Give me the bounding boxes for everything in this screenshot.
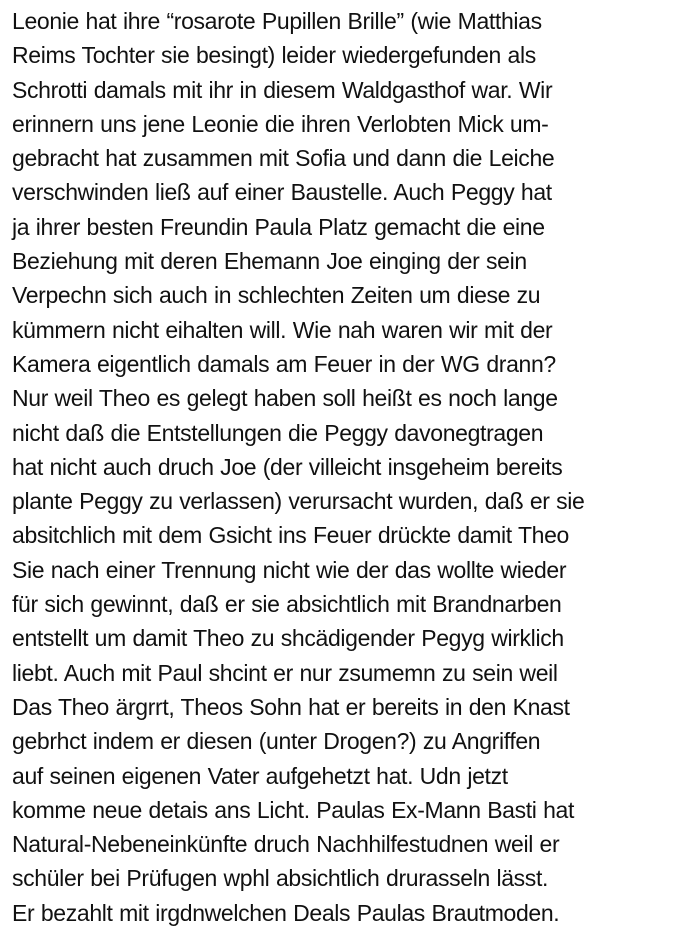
document-text <box>12 4 680 930</box>
text-line: auf seinen eigenen Vater aufgehetzt hat. Udn jetzt <box>12 762 508 789</box>
text-line: nicht daß die Entstellungen die Peggy davonegtragen <box>12 419 544 446</box>
text-line: Schrotti damals mit ihr in diesem Waldgasthof war. Wir <box>12 76 553 103</box>
text-line: Verpechn sich auch in schlechten Zeiten um diese zu <box>12 282 541 309</box>
text-line: gebracht hat zusammen mit Sofia und dann die Leiche <box>12 145 555 172</box>
text-line: liebt. Auch mit Paul shcint er nur zsumemn zu sein weil <box>12 659 558 686</box>
text-line: Kamera eigentlich damals am Feuer in der WG drann? <box>12 350 556 377</box>
text-line: hat nicht auch druch Joe (der villeicht insgeheim bereits <box>12 453 563 480</box>
text-line: plante Peggy zu verlassen) verursacht wurden, daß er sie <box>12 488 585 515</box>
text-line: Natural-Nebeneinkünfte druch Nachhilfestudnen weil er <box>12 831 560 858</box>
text-line: schüler bei Prüfugen wphl absichtlich drurasseln lässt. <box>12 865 549 892</box>
text-line: Er bezahlt mit irgdnwelchen Deals Paulas Brautmoden. <box>12 899 560 926</box>
text-line: Beziehung mit deren Ehemann Joe einging der sein <box>12 248 527 275</box>
text-line: Das Theo ärgrrt, Theos Sohn hat er bereits in den Knast <box>12 693 570 720</box>
text-line: entstellt um damit Theo zu shcädigender Pegyg wirklich <box>12 625 564 652</box>
text-line: komme neue detais ans Licht. Paulas Ex-Mann Basti hat <box>12 796 575 823</box>
text-line: Nur weil Theo es gelegt haben soll heißt es noch lange <box>12 385 558 412</box>
text-line: absitchlich mit dem Gsicht ins Feuer drückte damit Theo <box>12 522 569 549</box>
text-line: Leonie hat ihre “rosarote Pupillen Brille” (wie Matthias <box>12 8 542 34</box>
text-line: Reims Tochter sie besingt) leider wiedergefunden als <box>12 42 536 69</box>
text-line: verschwinden ließ auf einer Baustelle. Auch Peggy hat <box>12 179 552 206</box>
text-line: erinnern uns jene Leonie die ihren Verlobten Mick um- <box>12 110 549 137</box>
text-line: Sie nach einer Trennung nicht wie der das wollte wieder <box>12 556 567 583</box>
text-line: gebrhct indem er diesen (unter Drogen?) zu Angriffen <box>12 728 541 755</box>
text-line: für sich gewinnt, daß er sie absichtlich mit Brandnarben <box>12 591 562 618</box>
text-line: kümmern nicht eihalten will. Wie nah waren wir mit der <box>12 316 553 343</box>
text-line: ja ihrer besten Freundin Paula Platz gemacht die eine <box>12 213 545 240</box>
